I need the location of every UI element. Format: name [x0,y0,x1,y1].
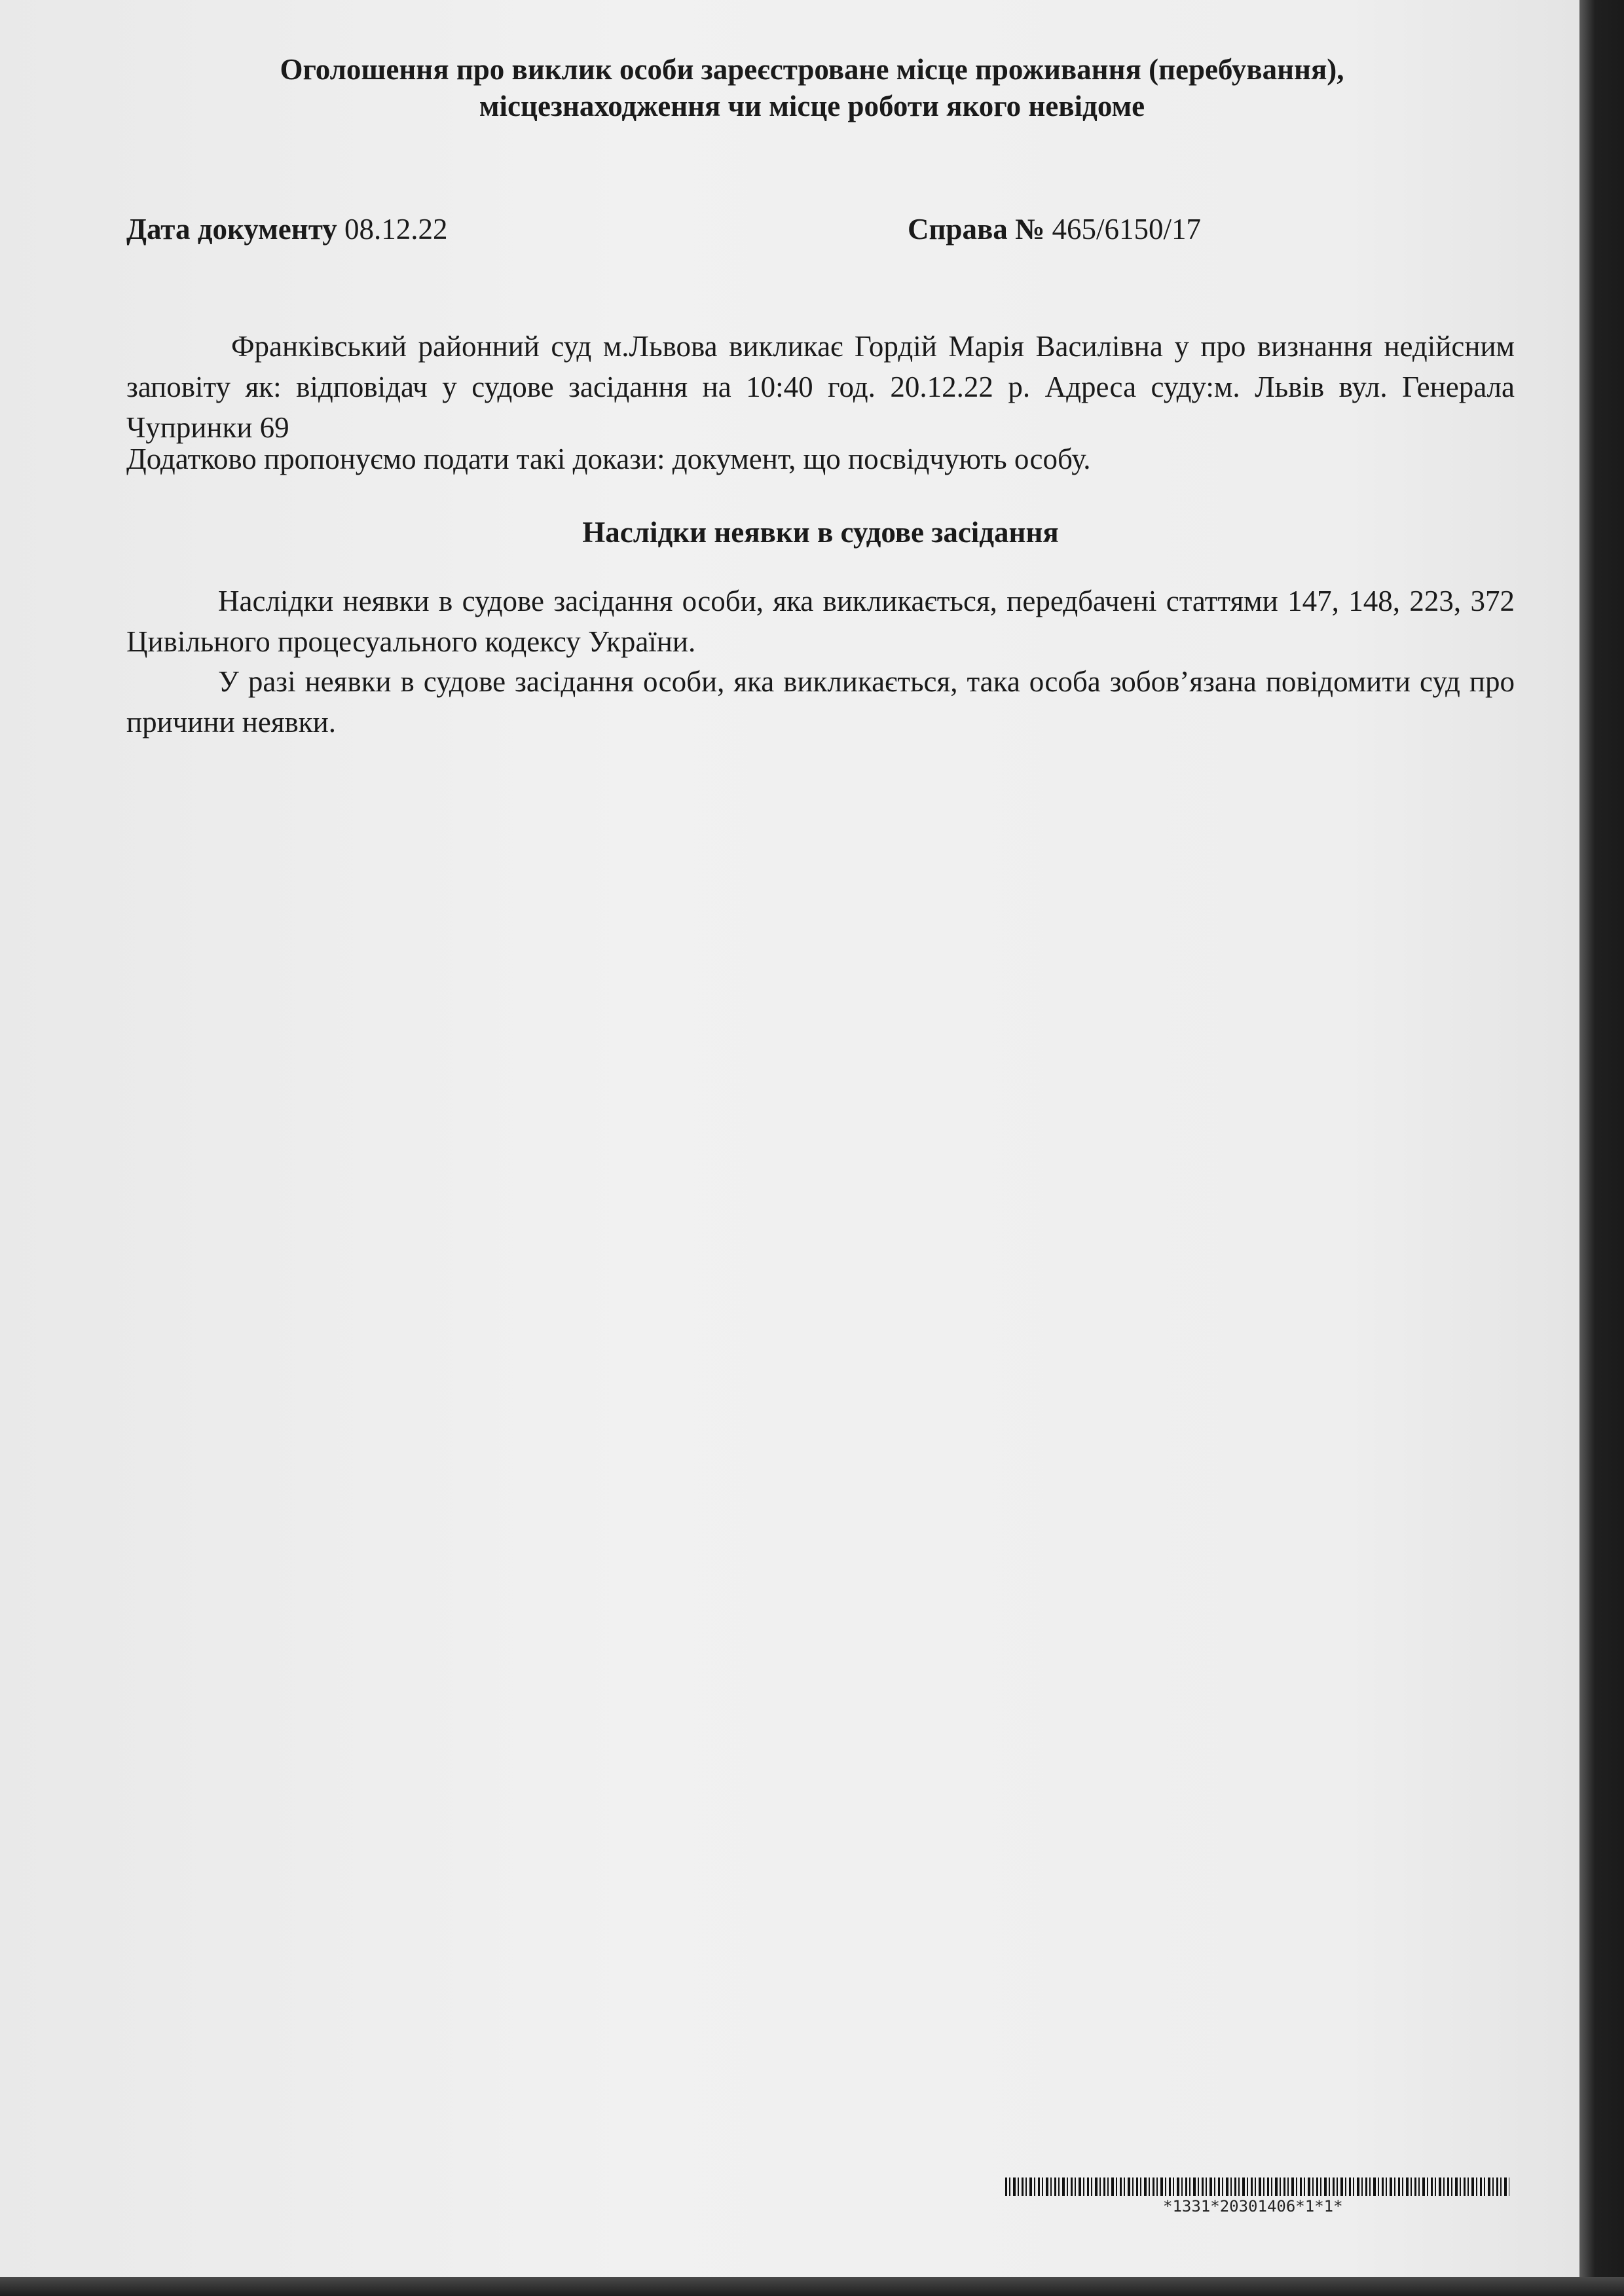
consequences-heading: Наслідки неявки в судове засідання [582,516,1059,549]
summons-paragraph: Франківський районний суд м.Львова викликає Гордій Марія Василівна у про визнання недійсним заповіту як: відповідач у судове засідання на 10:40 год. 20.12.22 р. Адреса суду:м. Львів вул. Генерала Чупринки 69 [126,330,1515,444]
scan-edge-bottom [0,2277,1624,2296]
title-line-2: місцезнаходження чи місце роботи якого невідоме [479,90,1145,122]
scan-edge-right [1579,0,1624,2296]
document-title [118,51,1506,124]
date-label: Дата документу [126,213,337,246]
date-value: 08.12.22 [344,213,448,246]
barcode [1005,2178,1509,2196]
barcode-number: *1331*20301406*1*1* [1163,2197,1343,2215]
evidence-paragraph: Додатково пропонуємо подати такі докази: документ, що посвідчують особу. [126,443,1091,475]
absence-paragraph: У разі неявки в судове засідання особи, яка викликається, така особа зобов’язана повідомити суд про причини неявки. [126,665,1515,738]
consequences-paragraph: Наслідки неявки в судове засідання особи, яка викликається, передбачені статтями 147, 148, 223, 372 Цивільного процесуального кодексу України. [126,585,1515,658]
case-label: Справа № [908,213,1045,246]
title-line-1: Оголошення про виклик особи зареєстроване місце проживання (перебування), [280,53,1344,86]
case-value: 465/6150/17 [1052,213,1201,246]
case-number [908,211,1201,247]
document-date [126,211,447,247]
